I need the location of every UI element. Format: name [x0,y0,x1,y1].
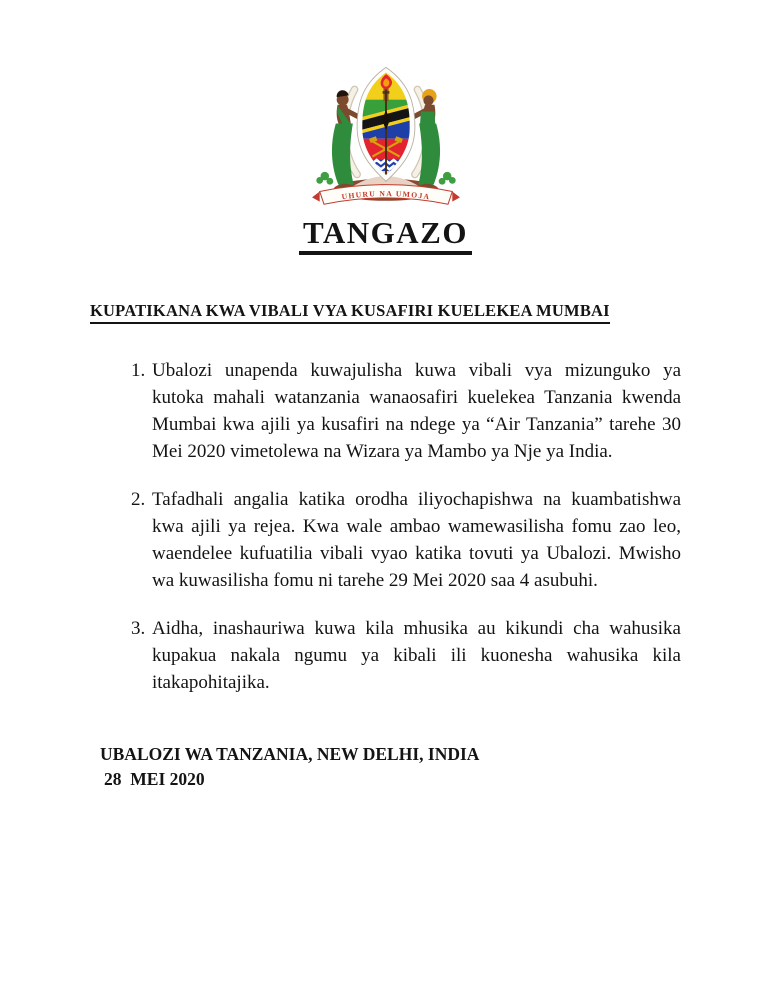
list-item-2: 2. Tafadhali angalia katika orodha iliyochapishwa na kuambatishwa kwa ajili ya rejea. Kwa wale ambao wamewasilisha fomu zao leo, waendelee kufuatilia vibali vyao katika tovuti ya Ubalozi. Mwisho wa kuwasilisha fomu ni tarehe 29 Mei 2020 saa 4 asubuhi. [150,486,681,594]
list-item-1: 1. Ubalozi unapenda kuwajulisha kuwa vibali vya mizunguko ya kutoka mahali watanzania wanaosafiri kuelekea Tanzania kwenda Mumbai kwa ajili ya kusafiri na ndege ya “Air Tanzania” tarehe 30 Mei 2020 vimetolewa na Wizara ya Mambo ya Nje ya India. [150,357,681,465]
motto-text: UHURU NA UMOJA [340,189,431,202]
section-heading [90,301,681,321]
page-title [90,215,681,251]
emblem-shield [355,67,415,181]
embassy-name: UBALOZI WA TANZANIA, NEW DELHI, INDIA [100,744,480,764]
tanzania-coat-of-arms [301,62,471,207]
list-item-3: 3. Aidha, inashauriwa kuwa kila mhusika au kikundi cha wahusika kupakua nakala ngumu ya kibali ili kuonesha wahusika kila itakapohitajika. [150,615,681,696]
section-heading-text: KUPATIKANA KWA VIBALI VYA KUSAFIRI KUELEKEA MUMBAI [90,301,610,324]
document-page [0,62,773,1000]
announcement-list [90,357,681,696]
page-title-text: TANGAZO [299,215,472,255]
motto-ribbon [312,185,460,205]
announcement-date: 28 MEI 2020 [104,769,205,789]
coat-of-arms-icon [301,62,471,207]
signature-block [100,742,681,792]
